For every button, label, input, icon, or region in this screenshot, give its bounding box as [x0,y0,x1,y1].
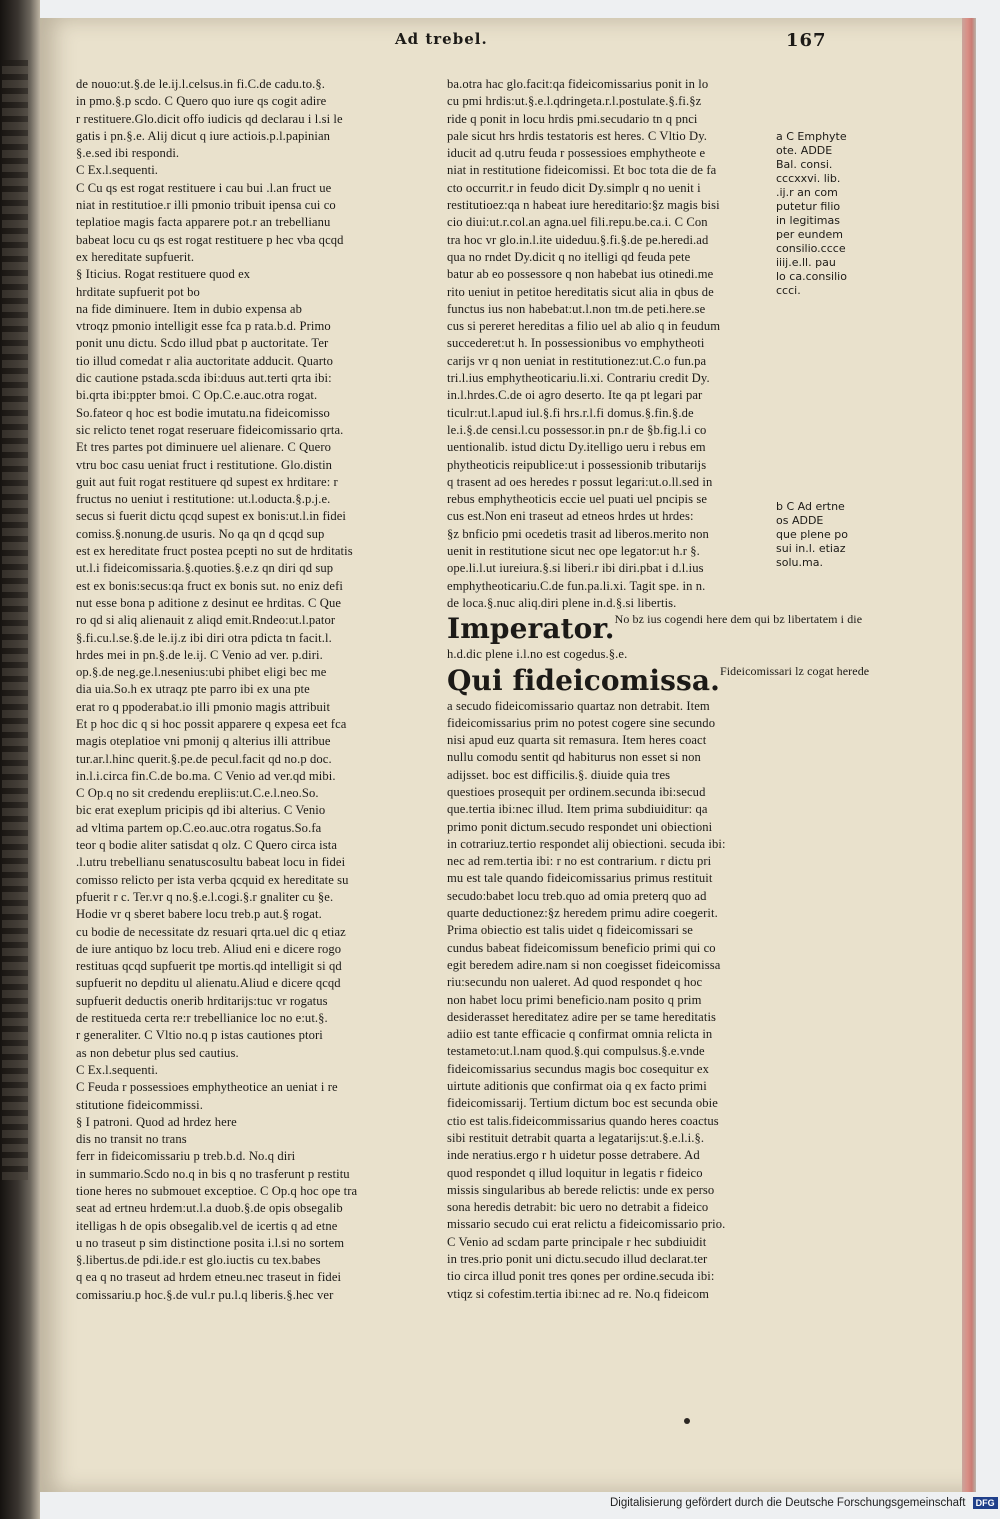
text-line: restitutioez:qa n habeat iure hereditario:§z magis bisi [447,198,720,213]
margin-note-a [776,130,847,298]
margin-note-line: solu.ma. [776,556,823,569]
text-line: ut.l.i fideicomissaria.§.quoties.§.e.z qn diri qd sup [76,561,334,576]
margin-note-line: lo ca.consilio [776,270,847,283]
text-line: teor q bodie aliter satisdat q olz. C Quero circa ista [76,838,338,853]
text-line: gatis i pn.§.e. Alij dicut q iure actiois.p.l.papinian [76,128,331,143]
text-line: C Venio ad scdam parte principale r hec subdiuidit [447,1234,707,1249]
text-line: rito ueniut in petitoe hereditatis sicut alia in qbus de [447,284,714,299]
text-line: §z bnficio pmi ocedetis trasit ad liberos.merito non [447,526,709,541]
text-line: pfuerit r c. Ter.vr q no.§.e.l.cogi.§.r gnaliter cu §e. [76,889,334,904]
text-line: fideicomissarius prim no potest cogere sine secundo [447,715,716,730]
text-line: sona heredis detrabit: bic uero no detrabit a fideico [447,1200,709,1215]
text-line: inde neratius.ergo r h uidetur posse detrabere. Ad [447,1148,700,1163]
text-line: C Feuda r possessioes emphytheotice an ueniat i re [76,1080,338,1095]
text-line: vtiqz si cofestim.tertia ibi:nec ad re. No.q fideicom [447,1286,709,1301]
text-line: fideicomissarius secundus magis boc cosequitur ex [447,1061,709,1076]
text-line: C Ex.l.sequenti. [76,1062,159,1077]
text-line: cus si pereret hereditas a filio uel ab alio q in feudum [447,319,721,334]
text-line: magis oteplatioe vni pmonij q alterius illi attribue [76,734,331,749]
margin-note-line: a C Emphyte [776,130,847,143]
page-edge [962,18,976,1492]
text-line: de iure antiquo bz locu treb. Aliud eni e dicere rogo [76,941,342,956]
text-line: comiss.§.nonung.de usuris. No qa qn d qcqd sup [76,526,325,541]
text-line: ride q ponit in locu hrdis pmi.secudario tn q pnci [447,111,698,126]
lemma-heading-qui [447,663,870,698]
lemma-word: Qui fideicomissa. [447,663,720,697]
margin-note-line: sui in.l. etiaz [776,542,846,555]
text-line: adijsset. boc est difficilis.§. diuide quia tres [447,767,671,782]
text-line: op.§.de neg.ge.l.nesenius:ubi phibet eligi bec me [76,665,327,680]
text-line: uirtute aditionis que confirmat oia q ex facto primi [447,1079,707,1094]
text-line: mu est tale quando fideicomissarius primus restituit [447,871,713,886]
text-line: niat in restitutioe.r illi pmonio tribuit ipensa cui co [76,198,336,213]
text-line: est ex hereditate fruct postea pcepti no sut de hrditatis [76,544,353,559]
margin-note-line: Bal. consi. [776,158,833,171]
text-line: adiio est tante efficacie q confirmat omnia relicta in [447,1027,713,1042]
text-line: iducit ad q.utru feuda r possessioes emphytheote e [447,146,706,161]
text-line: functus ius non habebat:ut.l.non tm.de peti.here.se [447,301,706,316]
text-line: tra hoc vr glo.in.l.ite uideduu.§.fi.§.de pe.heredi.ad [447,232,709,247]
text-line: tione heres no submouet exceptioe. C Op.q hoc ope tra [76,1184,358,1198]
text-line: in cotrariuz.tertio respondet alij obiectioni. secuda ibi: [447,836,726,851]
text-line: cu bodie de necessitate dz resuari qrta.uel dic q etiaz [76,924,346,939]
text-line: §.fi.cu.l.se.§.de le.ij.z ibi diri otra pdicta tn facit.l. [76,630,332,645]
lemma-text: No bz ius cogendi here dem qui bz libertatem i die [614,612,863,627]
text-line: vtru boc casu ueniat fruct i restitutione. Glo.distin [76,457,333,472]
text-line: missis singularibus ab berede relictis: unde ex perso [447,1182,715,1197]
text-line: in.l.hrdes.C.de oi agro deserto. Ite qa pt legari par [447,388,703,403]
text-line: cio diui:ut.r.col.an agna.uel fili.repu.be.ca.i. C Con [447,215,708,230]
margin-note-line: cccxxvi. lib. [776,172,841,185]
text-line: §.e.sed ibi respondi. [76,146,180,161]
text-line: r restituere.Glo.dicit offo iudicis qd declarau i l.si le [76,111,343,126]
text-line: nullu comodu sentit qd habiturus non esset si non [447,750,701,765]
text-line: cu pmi hrdis:ut.§.e.l.qdringeta.r.l.postulate.§.fi.§z [447,94,702,109]
text-line: bic erat exeplum pricipis qd ibi alterius. C Venio [76,803,326,818]
text-line: sibi restituit detrabit quarta a legatarijs:ut.§.e.l.i.§. [447,1130,705,1145]
text-line: .l.utru trebellianu senatuscosultu babeat locu in fidei [76,855,346,870]
text-line: q ea q no traseut ad hrdem etneu.nec traseut in fidei [76,1270,342,1285]
text-line: fructus no ueniut i restitutione: ut.l.oducta.§.p.j.e. [76,492,331,507]
dfg-logo: DFG [973,1497,998,1509]
text-line: tio circa illud ponit tres qones per ordine.secuda ibi: [447,1269,715,1284]
text-line: bi.qrta ibi:ppter bmoi. C Op.C.e.auc.otra rogat. [76,388,318,403]
book-gutter [0,0,40,1519]
text-line: Et tres partes pot diminuere uel alienare. C Quero [76,440,332,455]
text-line: nut esse bona p aditione z desinut ee hrditas. C Que [76,595,342,610]
text-line: missario secudo cui erat relictu a fideicomissario prio. [447,1217,726,1232]
text-line: supfuerit deductis onerib hrditarijs:tuc vr rogatus [76,993,328,1008]
text-line: qua no rndet Dy.dicit q no itelligi qd feuda pete [447,249,691,264]
text-line: quod respondet q illud loquitur in legatis r fideico [447,1165,703,1180]
text-line: le.i.§.de censi.l.cu possessor.in pn.r de §b.fig.l.i co [447,422,707,437]
text-line: dia uia.So.h ex utraqz pte parro ibi ex una pte [76,682,310,697]
text-line: tio illud comedat r alia auctoritate adducit. Quarto [76,353,333,368]
text-line: a secudo fideicomissario quartaz non detrabit. Item [447,698,710,713]
text-line: batur ab eo possessore q non habebat ius otinedi.me [447,267,714,282]
text-line: rebus emphytheoticis eccie uel puati uel pncipis se [447,492,708,507]
text-line: uentionalib. istud dictu Dy.itelligo ueru i rebus em [447,440,706,455]
text-line: C Op.q no sit credendu erepliis:ut.C.e.l.neo.So. [76,786,319,801]
text-line: ponit unu dictu. Scdo illud pbat p auctoritate. Ter [76,336,329,351]
text-line: erat ro q ppoderabat.io illi pmonio magis attribuit [76,699,331,714]
text-line: in pmo.§.p scdo. C Quero quo iure qs cogit adire [76,94,327,109]
text-line: riu:secundu non ualeret. Ad quod respondet q hoc [447,975,703,990]
text-line: dis no transit no trans [76,1132,187,1147]
text-line: fideicomissarij. Tertium dictum boc est secunda obie [447,1096,718,1111]
text-line: de restitueda certa re:r trebellianice loc no e:ut.§. [76,1011,328,1026]
margin-note-line: que plene po [776,528,848,541]
text-line: desiderasset hereditatez adire per se tame hereditatis [447,1009,717,1024]
text-line: est ex bonis:secus:qa fruct ex bonis sut. no eniz defi [76,578,344,593]
text-line: in summario.Scdo no.q in bis q no trasferunt p restitu [76,1166,350,1181]
text-line: C Cu qs est rogat restituere i cau bui .l.an fruct ue [76,180,332,195]
text-line: Hodie vr q sberet babere locu treb.p aut.§ rogat. [76,907,322,922]
margin-note-b [776,500,848,570]
text-line: r generaliter. C Vltio no.q p istas cautiones ptori [76,1028,323,1043]
text-line: ba.otra hac glo.facit:qa fideicomissarius ponit in lo [447,77,709,91]
running-head: Ad trebel. [395,30,488,48]
text-line: questioes prosequit per ordinem.secunda ibi:secud [447,784,706,799]
text-line: cundus babeat fideicomissum beneficio primi qui co [447,940,716,955]
text-line: seat ad ertneu hrdem:ut.l.a duob.§.de opis obsegalib [76,1201,343,1216]
text-line: comisso relicto per ista verba qcquid ex hereditate su [76,872,349,887]
text-line: as non debetur plus sed cautius. [76,1045,239,1060]
lemma-word: Imperator. [447,612,615,646]
text-line: q trasent ad oes heredes r possut legari:ut.o.ll.sed in [447,474,713,489]
margin-note-line: putetur filio [776,200,841,213]
text-line: dic cautione pstada.scda ibi:duus aut.terti qrta ibi: [76,371,332,386]
text-line: comissariu.p hoc.§.de vul.r pu.l.q liberis.§.hec ver [76,1287,334,1302]
text-line: ex hereditate supfuerit. [76,249,195,264]
text-line: carijs vr q non ueniat in restitutionez:ut.C.o fun.pa [447,353,707,368]
text-line: secudo:babet locu treb.quo ad omia preterq quo ad [447,888,707,903]
text-line: uenit in restitutione sicut nec ope legator:ut h.r §. [447,544,700,559]
page-dot [684,1418,690,1424]
text-line: secus si fuerit dictu qcqd supest ex bonis:ut.l.in fidei [76,509,347,524]
text-line: emphytheoticariu.C.de fun.pa.li.xi. Tagit spe. in n. [447,578,706,593]
text-line: restituas qcqd supfuerit tpe mortis.qd intelligit si qd [76,959,342,974]
text-line: vtroqz pmonio intelligit esse fca p rata.b.d. Primo [76,319,331,334]
folio-number: 167 [786,30,827,51]
text-line: cus est.Non eni traseut ad etneos hrdes ut hrdes: [447,509,694,524]
text-line: ope.li.l.ut iureiura.§.si liberi.r ibi diri.pbat i d.l.ius [447,561,704,576]
text-line: § Iticius. Rogat restituere quod ex [76,267,251,282]
text-line: que.tertia ibi:nec illud. Item prima subdiuiditur: qa [447,802,708,817]
text-line: teplatioe magis facta apparere pot.r an trebellianu [76,215,331,230]
margin-note-line: os ADDE [776,514,824,527]
text-line: u no traseut p sim distinctione posita i.l.si no sortem [76,1235,345,1250]
text-line: quarte deductionez:§z heredem primu adire coegerit. [447,906,718,921]
margin-note-line: iiij.e.ll. pau [776,256,836,269]
margin-note-line: ote. ADDE [776,144,833,157]
text-line: C Ex.l.sequenti. [76,163,159,178]
text-line: in tres.prio ponit uni dictu.secudo illud declarat.ter [447,1252,708,1266]
text-line: phytheoticis reipublice:ut i possessionib tributarijs [447,457,707,472]
text-line: in.l.i.circa fin.C.de bo.ma. C Venio ad ver.qd mibi. [76,768,336,783]
text-line: h.d.dic plene i.l.no est cogedus.§.e. [447,647,628,662]
text-line: §.libertus.de pdi.ide.r est glo.iuctis cu tex.babes [76,1253,321,1268]
text-line: hrdes mei in pn.§.de le.ij. C Venio ad ver. p.diri. [76,647,323,662]
text-line: supfuerit no depditu ul alienatu.Aliud e dicere qcqd [76,976,341,991]
text-line: ctio est talis.fideicommissarius quando heres coactus [447,1113,719,1128]
text-line: ro qd si aliq alienauit z aliqd emit.Rndeo:ut.l.pator [76,613,336,628]
text-line: guit aut fuit rogat restituere qd supest ex hrditare: r [76,474,338,489]
text-line: niat in restitutione fideicomissi. Et boc tota die de fa [447,163,717,178]
lemma-heading-imperator [447,612,863,646]
margin-note-line: consilio.ccce [776,242,846,255]
text-line: non habet locu primi beneficio.nam posito q prim [447,992,702,1007]
text-line: succederet:ut h. In possessionibus vo emphytheoti [447,336,705,351]
text-line: tur.ar.l.hinc querit.§.pe.de pecul.facit qd no.p doc. [76,751,332,766]
text-line: nisi apud euz quarta sit remasura. Item heres coact [447,733,707,748]
text-line: ticulr:ut.l.apud iul.§.fi hrs.r.l.fi domus.§.fin.§.de [447,405,694,420]
footer-credit [610,1497,998,1509]
text-line: So.fateor q hoc est bodie imutatu.na fideicomisso [76,405,330,420]
margin-note-line: ccci. [776,284,801,297]
margin-note-line: per eundem [776,228,843,241]
facing-page-text [2,60,28,1180]
margin-note-line: b C Ad ertne [776,500,845,513]
text-line: Prima obiectio est talis uidet q fideicomissari se [447,923,693,938]
left-text-column [76,76,406,1304]
text-line: nec ad rem.tertia ibi: r no est contrarium. r dictu pri [447,854,712,869]
text-line: ferr in fideicomissariu p treb.b.d. No.q diri [76,1149,296,1164]
text-line: tri.l.ius emphytheoticariu.li.xi. Contrariu credit Dy. [447,371,710,386]
text-line: na fide diminuere. Item in dubio expensa ab [76,301,303,316]
text-line: egit beredem adire.nam si non coegisset fideicomissa [447,957,721,972]
text-line: de nouo:ut.§.de le.ij.l.celsus.in fi.C.de cadu.to.§. [76,77,325,91]
footer-text: Digitalisierung gefördert durch die Deutsche Forschungsgemeinschaft [610,1497,966,1510]
margin-note-line: .ij.r an com [776,186,838,199]
text-line: babeat locu cu qs est rogat restituere p hec vba qcqd [76,232,344,247]
text-line: Et p hoc dic q si hoc possit apparere q expesa eet fca [76,716,347,731]
text-line: testameto:ut.l.nam quod.§.qui compulsus.§.e.vnde [447,1044,705,1059]
lemma-text: Fideicomissari lz cogat herede [719,663,870,678]
text-line: cto occurrit.r in feudo dicit Dy.simplr q no uenit i [447,180,701,195]
text-line: hrditate supfuerit pot bo [76,284,200,299]
text-line: pale sicut hrs hrdis testatoris est heres. C Vltio Dy. [447,128,708,143]
text-line: primo ponit dictum.secudo respondet uni obiectioni [447,819,713,834]
margin-note-line: in legitimas [776,214,840,227]
text-line: sic relicto tenet rogat reseruare fideicomissario qrta. [76,422,344,437]
text-line: § I patroni. Quod ad hrdez here [76,1114,237,1129]
text-line: stitutione fideicommissi. [76,1097,204,1112]
text-line: itelligas h de opis obsegalib.vel de icertis q ad etne [76,1218,338,1233]
text-line: ad vltima partem op.C.eo.auc.otra rogatus.So.fa [76,820,322,835]
text-line: de loca.§.nuc aliq.diri plene in.d.§.si libertis. [447,595,677,610]
